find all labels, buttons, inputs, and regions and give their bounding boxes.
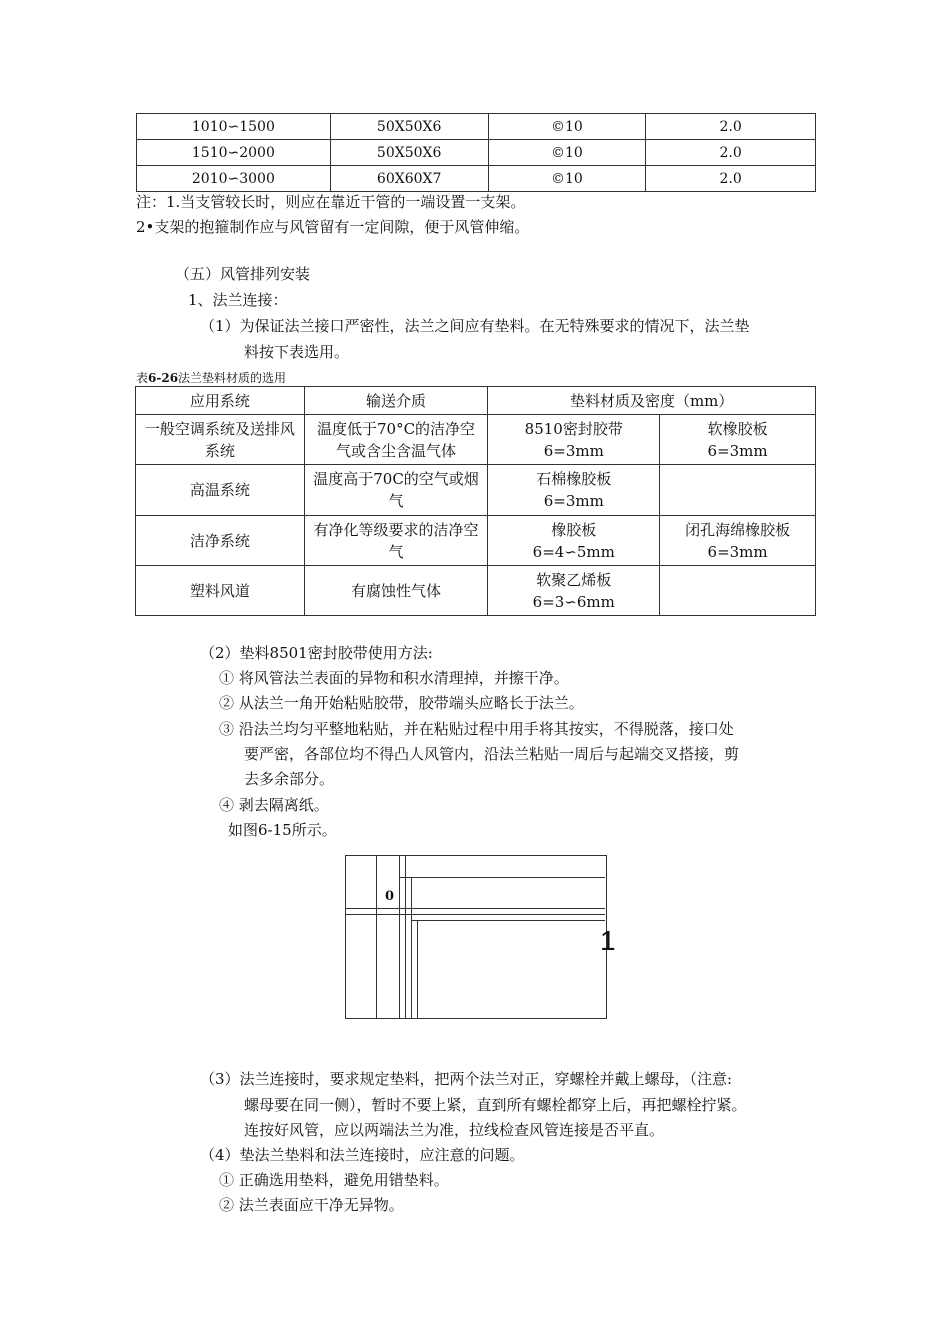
table-caption: [136, 370, 286, 386]
table-cell: 2010∽3000: [137, 166, 331, 192]
material-name: 橡胶板: [551, 520, 597, 539]
list-item-continued: 去多余部分。: [244, 770, 335, 788]
material-density: 6=3mm: [543, 441, 604, 460]
step-3-line: 螺母要在同一侧），暂时不要上紧，直到所有螺栓都穿上后，再把螺栓拧紧。: [244, 1096, 747, 1114]
table-row: [136, 415, 816, 465]
column-header: 垫料材质及密度（mm）: [488, 387, 816, 415]
table-cell: 洁净系统: [136, 516, 305, 566]
step-3-line: （3）法兰连接时，要求规定垫料，把两个法兰对正，穿螺栓并戴上螺母，（注意:: [200, 1070, 733, 1088]
table-cell: [488, 465, 660, 516]
diagram-line: [399, 856, 400, 1018]
step-4-title: （4）垫法兰垫料和法兰连接时，应注意的问题。: [200, 1146, 525, 1164]
list-item: ① 将风管法兰表面的异物和积水清理掉，并擦干净。: [219, 669, 569, 687]
table-cell: [660, 415, 816, 465]
gasket-table: [135, 386, 816, 616]
diagram-line: [417, 920, 418, 1018]
list-item: ② 从法兰一角开始粘贴胶带，胶带端头应略长于法兰。: [219, 694, 584, 712]
list-item: ③ 沿法兰均匀平整地粘贴，并在粘贴过程中用手将其按实，不得脱落，接口处: [219, 720, 734, 738]
diagram-line: [376, 856, 377, 1018]
diagram-line: [346, 908, 605, 909]
caption-number: 6-26: [148, 371, 179, 385]
table-cell: 温度低于70°C的洁净空气或含尘含温气体: [304, 415, 488, 465]
list-item: ② 法兰表面应干净无异物。: [219, 1196, 404, 1214]
list-item-continued: 要严密，各部位均不得凸人风管内，沿法兰粘贴一周后与起端交叉搭接，剪: [244, 745, 740, 763]
table-cell: [660, 516, 816, 566]
material-name: 软聚乙烯板: [536, 570, 612, 589]
table-row: [137, 140, 816, 166]
caption-prefix: 表: [136, 371, 149, 385]
diagram-line: [405, 856, 406, 1018]
material-name: 石棉橡胶板: [536, 470, 612, 488]
table-cell: 60X60X7: [330, 166, 488, 192]
note-1: 注：1.当支管较长时，则应在靠近干管的一端设置一支架。: [136, 193, 526, 211]
table-cell: 高温系统: [136, 465, 305, 516]
material-density: 6=3∽6mm: [532, 592, 615, 611]
column-header: 输送介质: [304, 387, 488, 415]
diagram-line: [346, 914, 605, 915]
table-cell: [488, 516, 660, 566]
support-table: [136, 113, 816, 192]
step-2-title: （2）垫料8501密封胶带使用方法:: [200, 644, 433, 662]
section-heading: （五）风管排列安装: [175, 265, 311, 283]
table-row: [136, 516, 816, 566]
diagram-frame: [345, 855, 607, 1019]
table-cell: 有净化等级要求的洁净空气: [304, 516, 488, 566]
diagram-label-0: 0: [385, 889, 395, 904]
table-cell: 2.0: [646, 166, 816, 192]
note-2: 2•支架的抱箍制作应与风管留有一定间隙，便于风管伸缩。: [136, 218, 530, 236]
table-cell: 一般空调系统及送排风系统: [136, 415, 305, 465]
material-density: 6=3mm: [543, 492, 604, 510]
table-cell: 1510∽2000: [137, 140, 331, 166]
diagram-label-1: 1: [600, 925, 616, 956]
paragraph-line: （1）为保证法兰接口严密性，法兰之间应有垫料。在无特殊要求的情况下，法兰垫: [200, 317, 750, 335]
material-density: 6=3mm: [707, 441, 768, 460]
caption-text: 法兰垫料材质的选用: [178, 371, 287, 385]
table-cell: [660, 566, 816, 616]
table-cell: 1010∽1500: [137, 114, 331, 140]
table-row: [137, 114, 816, 140]
table-cell: ©10: [488, 140, 646, 166]
table-row: [136, 566, 816, 616]
figure-reference: 如图6-15所示。: [228, 821, 337, 839]
list-item: ① 正确选用垫料，避免用错垫料。: [219, 1171, 449, 1189]
table-cell: ©10: [488, 114, 646, 140]
table-cell: [660, 465, 816, 516]
table-cell: 50X50X6: [330, 140, 488, 166]
table-cell: 温度高于70C的空气或烟气: [304, 465, 488, 516]
column-header: 应用系统: [136, 387, 305, 415]
table-cell: 有腐蚀性气体: [304, 566, 488, 616]
material-density: 6=3mm: [707, 542, 768, 561]
table-row: [137, 166, 816, 192]
step-3-line: 连按好风管，应以两端法兰为准，拉线检查风管连接是否平直。: [244, 1121, 665, 1139]
diagram-line: [411, 920, 605, 921]
table-header-row: [136, 387, 816, 415]
material-density: 6=4∽5mm: [532, 542, 615, 561]
table-cell: 2.0: [646, 114, 816, 140]
table-cell: 塑料风道: [136, 566, 305, 616]
table-cell: ©10: [488, 166, 646, 192]
subsection-heading: 1、法兰连接：: [188, 291, 288, 309]
table-row: [136, 465, 816, 516]
table-cell: 50X50X6: [330, 114, 488, 140]
table-cell: [488, 415, 660, 465]
paragraph-line: 料按下表选用。: [244, 343, 350, 361]
diagram-line: [411, 877, 412, 1018]
diagram-line: [399, 877, 605, 878]
material-name: 闭孔海绵橡胶板: [685, 520, 791, 539]
table-cell: [488, 566, 660, 616]
material-name: 软橡胶板: [707, 419, 768, 438]
list-item: ④ 剥去隔离纸。: [219, 796, 329, 814]
table-cell: 2.0: [646, 140, 816, 166]
material-name: 8510密封胶带: [524, 419, 623, 438]
